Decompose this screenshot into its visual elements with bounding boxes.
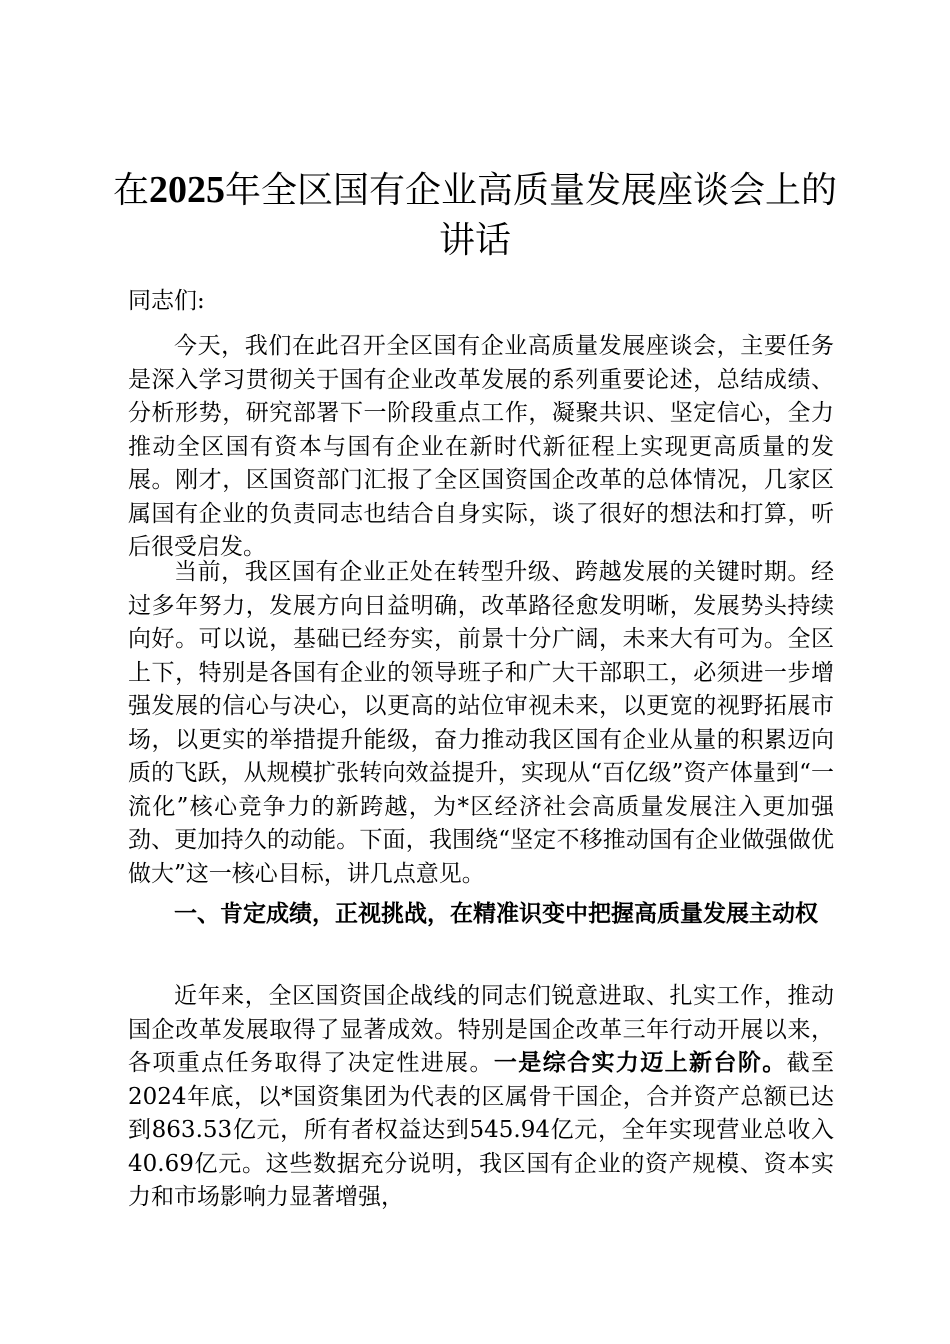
section-heading-1: 一、肯定成绩，正视挑战，在精准识变中把握高质量发展主动权 [174,901,818,927]
salutation: 同志们: [128,288,205,314]
title-prefix: 在 [112,170,149,211]
paragraph-3 [128,980,834,1215]
paragraph-2: 当前，我区国有企业正处在转型升级、跨越发展的关键时期。经过多年努力，发展方向日益明确，改革路径愈发明晰，发展势头持续向好。可以说，基础已经夯实，前景十分广阔，未来大有可为。全区上下，特别是各国有企业的领导班子和广大干部职工，必须进一步增强发展的信心与决心，以更高的站位审视未来，以更宽的视野拓展市场，以更实的举措提升能级，奋力推动我区国有企业从量的积累迈向质的飞跃，从规模扩张转向效益提升，实现从“百亿级”资产体量到“一流化”核心竞争力的新跨越，为*区经济社会高质量发展注入更加强劲、更加持久的动能。下面，我围绕“坚定不移推动国有企业做强做优做大”这一核心目标，讲几点意见。 [128,559,834,887]
paragraph-3-lead: 近年来，全区国资国企战线的同志们锐意进取、扎实工作，推动国企改革发展取得了显著成效。特别是国企改革三年行动开展以来，各项重点任务取得了决定性进展。 [128,983,834,1076]
paragraph-1: 今天，我们在此召开全区国有企业高质量发展座谈会，主要任务是深入学习贯彻关于国有企业改革发展的系列重要论述，总结成绩、分析形势，研究部署下一阶段重点工作，凝聚共识、坚定信心，全力推动全区国有资本与国有企业在新时代新征程上实现更高质量的发展。刚才，区国资部门汇报了全区国资国企改革的总体情况，几家区属国有企业的负责同志也结合自身实际，谈了很好的想法和打算，听后很受启发。 [128,333,834,560]
title-suffix: 年全区国有企业高质量发展座谈会上的讲话 [225,170,838,261]
paragraph-3-rest: 截至2024年底，以*国资集团为代表的区属骨干国企，合并资产总额已达到863.53亿元，所有者权益达到545.94亿元，全年实现营业总收入40.69亿元。这些数据充分说明，我区国有企业的资产规模、资本实力和市场影响力显著增强， [128,1050,835,1210]
paragraph-3-bold-lead: 一是综合实力迈上新台阶。 [493,1050,787,1076]
title-year: 2025 [149,169,225,211]
document-title [110,165,840,266]
